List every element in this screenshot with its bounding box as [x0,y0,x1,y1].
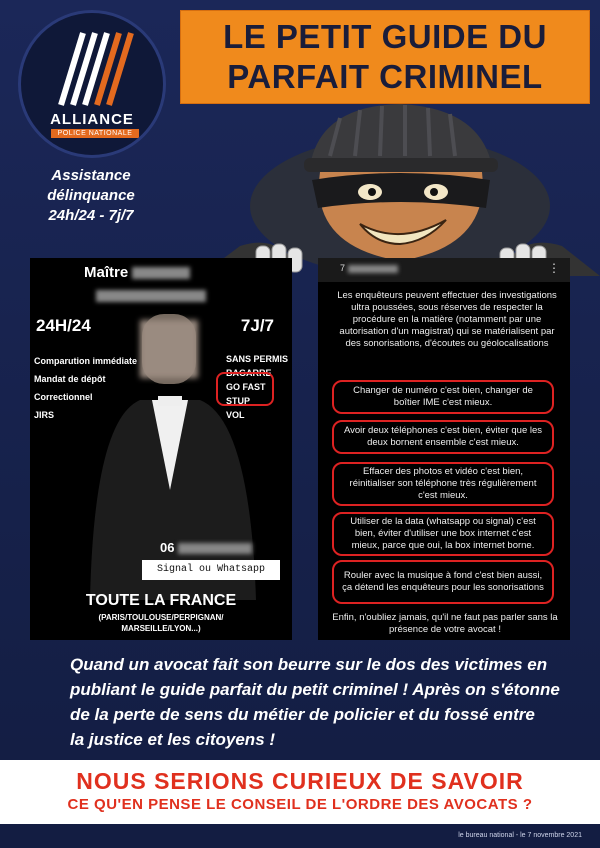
assistance-line: délinquance [47,187,135,204]
burglar-illustration [200,96,600,276]
more-icon: ⋮ [548,261,560,275]
logo-name: ALLIANCE [50,111,134,128]
service-item: Comparution immédiate [34,356,138,366]
service-item: Mandat de dépôt [34,374,106,384]
phone-prefix: 06 [160,540,175,555]
tip-bubble: Changer de numéro c'est bien, changer de boîtier IME c'est mieux. [332,380,554,414]
quote-line: publiant le guide parfait du petit criminel ! Après on s'étonne [70,680,560,699]
title-line: LE PETIT GUIDE DU [223,18,547,55]
quote-line: Quand un avocat fait son beurre sur le dos des victimes en [70,655,548,674]
phone-number [160,540,252,555]
blurred-name [132,267,190,279]
cities-label [30,612,292,634]
assistance-text [20,166,162,226]
service-item: SANS PERMIS [226,354,289,364]
banner-line-1: NOUS SERIONS CURIEUX DE SAVOIR [76,768,524,794]
france-label: TOUTE LA FRANCE [85,592,237,609]
tip-bubble: Utiliser de la data (whatsapp ou signal) c'est bien, éviter d'utiliser une box internet c'est mieux, parce que oui, la box internet borne. [332,512,554,556]
tip-bubble: Avoir deux téléphones c'est bien, éviter que les deux bornent ensemble c'est mieux. [332,420,554,454]
tip-bubble: Rouler avec la musique à fond c'est bien aussi, ça détend les enquêteurs pour les sonorisations [332,560,554,604]
logo-subtitle: POLICE NATIONALE [51,129,139,138]
hours-label: 24H/24 [36,316,91,335]
banner-line-2: CE QU'EN PENSE LE CONSEIL DE L'ORDRE DES AVOCATS ? [67,796,533,813]
lawyer-ad-photo [30,258,292,640]
lawyer-name [84,264,206,304]
gofast-highlight [216,372,274,406]
blurred-phone [178,543,252,554]
assistance-line: 24h/24 - 7j/7 [48,207,134,224]
quote-line: de la perte de sens du métier de policier et du fossé entre [70,705,535,724]
maitre-label: Maître [84,264,129,281]
service-item: Correctionnel [34,392,93,402]
alliance-logo [18,10,166,158]
services-left [34,352,137,424]
screenshot-header [318,258,570,282]
guide-screenshot [318,258,570,640]
lawyer-figure [80,300,260,600]
title-box [180,10,590,104]
cities-line: MARSEILLE/LYON...) [121,624,201,633]
service-item: GO FAST [226,382,266,392]
cities-line: (PARIS/TOULOUSE/PERPIGNAN/ [98,613,224,622]
title-line: PARFAIT CRIMINEL [227,58,543,95]
service-item: BAGARRE [226,368,272,378]
days-label: 7J/7 [240,316,274,335]
quote-line: la justice et les citoyens ! [70,730,276,749]
tip-bubble: Effacer des photos et vidéo c'est bien, réinitialiser son téléphone très régulièrement c'est mieux. [332,462,554,506]
signal-label: Signal ou Whatsapp [142,560,280,580]
footer-note: le bureau national - le 7 novembre 2021 [458,832,582,839]
intro-text: Les enquêteurs peuvent effectuer des investigations ultra poussées, sous réserves de respecter la procédure en la matière (notamment par une autorisation d'un magistrat) qui se matérialisent par des sonorisations, d'écoutes ou géolocalisations [337,290,557,349]
service-item: VOL [226,410,245,420]
service-item: JIRS [34,410,55,420]
service-item: STUP [226,396,251,406]
assistance-line: Assistance [51,167,131,184]
bottom-banner [0,760,600,824]
closing-text: Enfin, n'oubliez jamais, qu'il ne faut pas parler sans la présence de votre avocat ! [332,612,558,635]
header-number: 7 [340,263,398,273]
quote-text [70,652,590,752]
